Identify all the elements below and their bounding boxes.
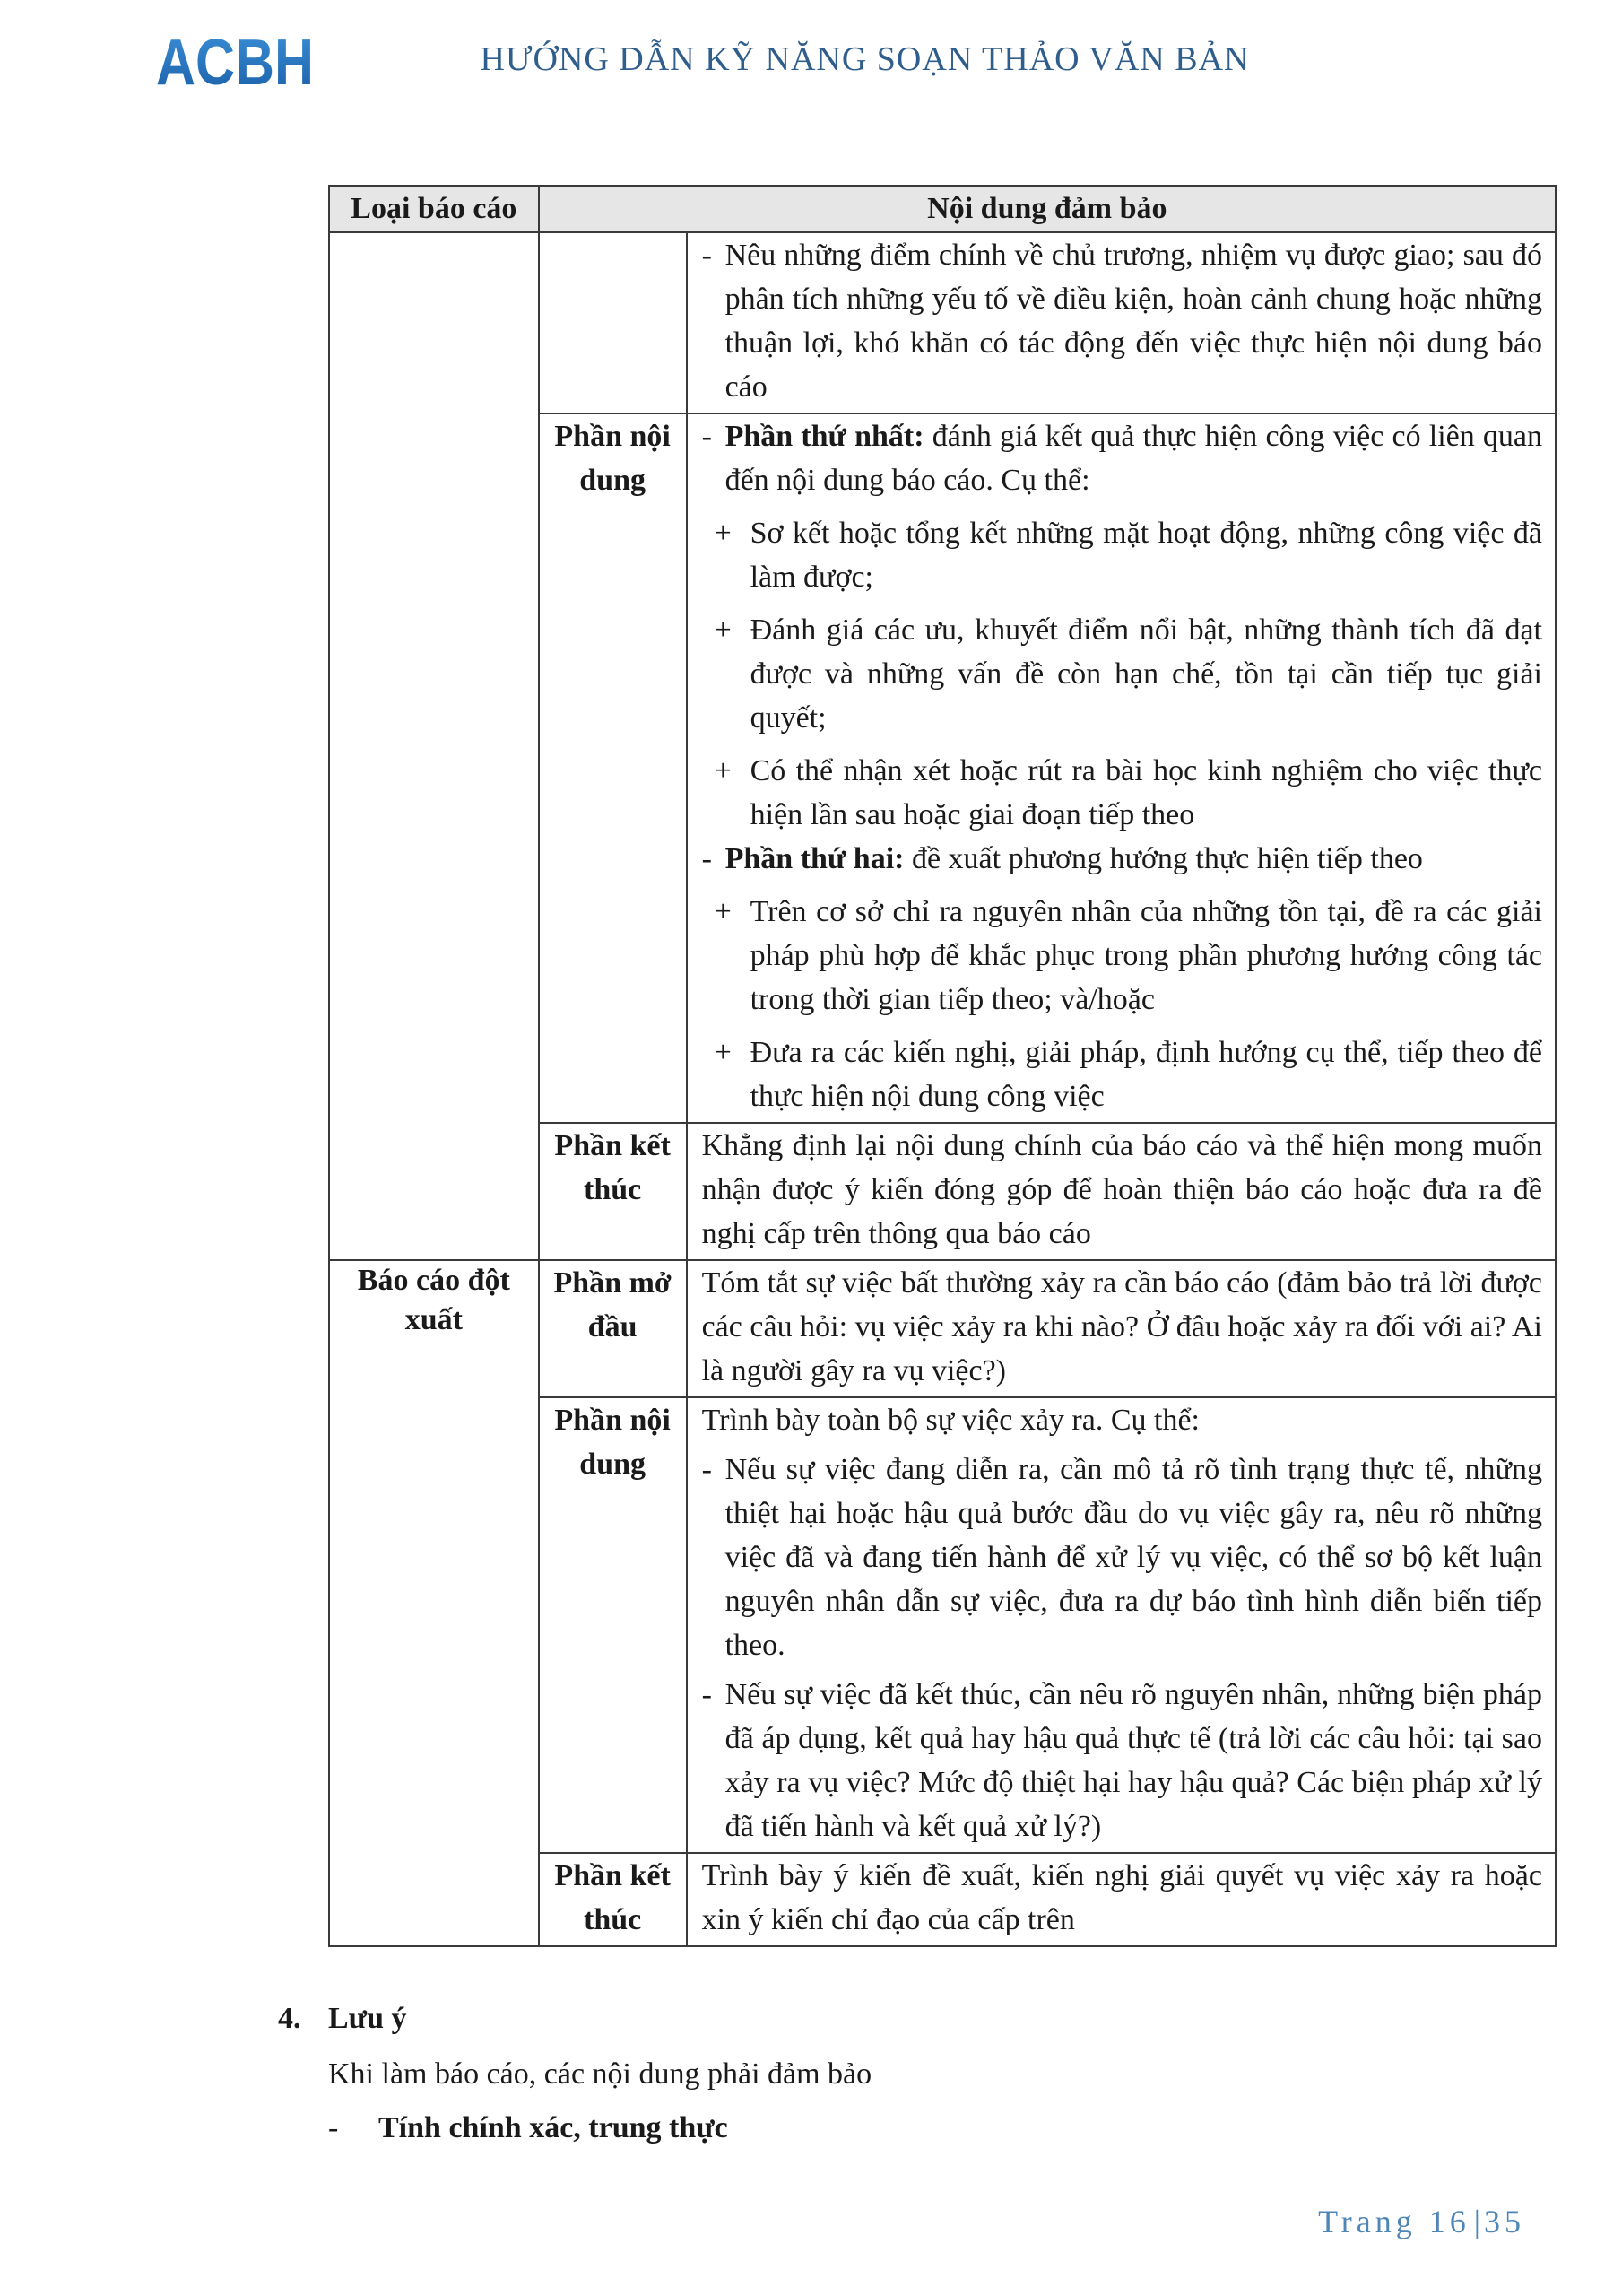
table-row: [329, 1260, 1556, 1397]
logo-text: ACBH: [156, 27, 314, 99]
report-type-cell-empty: [329, 232, 539, 1260]
list-item: - Nếu sự việc đang diễn ra, cần mô tả rõ tình trạng thực tế, những thiệt hại hoặc hậu quả bước đầu do vụ việc gây ra, nêu rõ những việc đã và đang tiến hành để xử lý vụ việc, có thể sơ bộ kết luận nguyên nhân dẫn sự việc, đưa ra dự báo tình hình diễn biến tiếp theo.: [701, 1453, 1542, 1662]
list-item: - Nếu sự việc đã kết thúc, cần nêu rõ nguyên nhân, những biện pháp đã áp dụng, kết quả hay hậu quả thực tế (trả lời các câu hỏi: tại sao xảy ra vụ việc? Mức độ thiệt hại hay hậu quả? Các biện pháp xử lý đã tiến hành và kết quả xử lý?): [701, 1678, 1542, 1843]
part-cell: Phần nội dung: [539, 1397, 687, 1853]
table-row: [329, 232, 1556, 413]
sub-list-item: + Sơ kết hoặc tổng kết những mặt hoạt động, những công việc đã làm được;: [714, 517, 1542, 594]
section-body-text: Khi làm báo cáo, các nội dung phải đảm bảo: [328, 2057, 872, 2091]
section-heading: [278, 2002, 407, 2036]
content-cell: Trình bày toàn bộ sự việc xảy ra. Cụ thể: - Nếu sự việc đang diễn ra, cần mô tả rõ tình trạng thực tế, những thiệt hại hoặc hậu quả bước đầu do vụ việc gây ra, nêu rõ những việc đã và đang tiến hành để xử lý vụ việc, có thể sơ bộ kết luận nguyên nhân dẫn sự việc, đưa ra dự báo tình hình diễn biến tiếp theo. - Nếu sự việc đã kết thúc, cần nêu rõ nguyên nhân, những biện pháp đã áp dụng, kết quả hay hậu quả thực tế (trả lời các câu hỏi: tại sao xảy ra vụ việc? Mức độ thiệt hại hay hậu quả? Các biện pháp xử lý đã tiến hành và kết quả xử lý?): [687, 1397, 1556, 1853]
sub-list-item: + Trên cơ sở chỉ ra nguyên nhân của những tồn tại, đề ra các giải pháp phù hợp để khắc phục trong phần phương hướng công tác trong thời gian tiếp theo; và/hoặc: [714, 895, 1542, 1016]
content-cell: Trình bày ý kiến đề xuất, kiến nghị giải quyết vụ việc xảy ra hoặc xin ý kiến chỉ đạo của cấp trên: [687, 1853, 1556, 1946]
list-item: - Phần thứ nhất: đánh giá kết quả thực hiện công việc có liên quan đến nội dung báo cáo. Cụ thể:: [701, 420, 1542, 497]
part-cell: Phần kết thúc: [539, 1123, 687, 1260]
content-cell: Khẳng định lại nội dung chính của báo cáo và thể hiện mong muốn nhận được ý kiến đóng góp để hoàn thiện báo cáo hoặc đưa ra đề nghị cấp trên thông qua báo cáo: [687, 1123, 1556, 1260]
header-report-type: Loại báo cáo: [329, 186, 539, 232]
part-cell-empty: [539, 232, 687, 413]
table-header-row: [329, 186, 1556, 232]
sub-list-item: + Đánh giá các ưu, khuyết điểm nổi bật, những thành tích đã đạt được và những vấn đề còn hạn chế, tồn tại cần tiếp tục giải quyết;: [714, 613, 1542, 735]
content-cell: Tóm tắt sự việc bất thường xảy ra cần báo cáo (đảm bảo trả lời được các câu hỏi: vụ việc xảy ra khi nào? Ở đâu hoặc xảy ra đối với ai? Ai là người gây ra vụ việc?): [687, 1260, 1556, 1397]
sub-list-item: + Đưa ra các kiến nghị, giải pháp, định hướng cụ thể, tiếp theo để thực hiện nội dung công việc: [714, 1036, 1542, 1113]
page-number: Trang 16 | 35: [1318, 2204, 1525, 2239]
part-cell: Phần kết thúc: [539, 1853, 687, 1946]
section-bullet: - Tính chính xác, trung thực: [328, 2111, 728, 2144]
part-cell: Phần nội dung: [539, 413, 687, 1123]
page-current: 16: [1428, 2204, 1470, 2239]
section-bullet-text: Tính chính xác, trung thực: [378, 2111, 728, 2144]
page-label: Trang: [1318, 2204, 1417, 2239]
list-item: - Phần thứ hai: đề xuất phương hướng thực hiện tiếp theo: [701, 842, 1423, 875]
header-content: Nội dung đảm bảo: [539, 186, 1556, 232]
section-number: 4.: [278, 2002, 301, 2035]
content-cell: [687, 413, 1556, 1123]
list-item: - Nêu những điểm chính về chủ trương, nhiệm vụ được giao; sau đó phân tích những yếu tố về điều kiện, hoàn cảnh chung hoặc những thuận lợi, khó khăn có tác động đến việc thực hiện nội dung báo cáo: [701, 239, 1542, 404]
acbh-logo: [154, 27, 317, 99]
report-content-table: [328, 185, 1557, 1947]
content-cell: [687, 232, 1556, 413]
sub-list-item: + Có thể nhận xét hoặc rút ra bài học kinh nghiệm cho việc thực hiện lần sau hoặc giai đoạn tiếp theo: [714, 754, 1542, 831]
report-type-cell: Báo cáo đột xuất: [329, 1260, 539, 1946]
section-title: Lưu ý: [328, 2002, 407, 2035]
part-cell: Phần mở đầu: [539, 1260, 687, 1397]
page-total: 35: [1484, 2204, 1525, 2239]
document-header-title: HƯỚNG DẪN KỸ NĂNG SOẠN THẢO VĂN BẢN: [480, 40, 1250, 78]
